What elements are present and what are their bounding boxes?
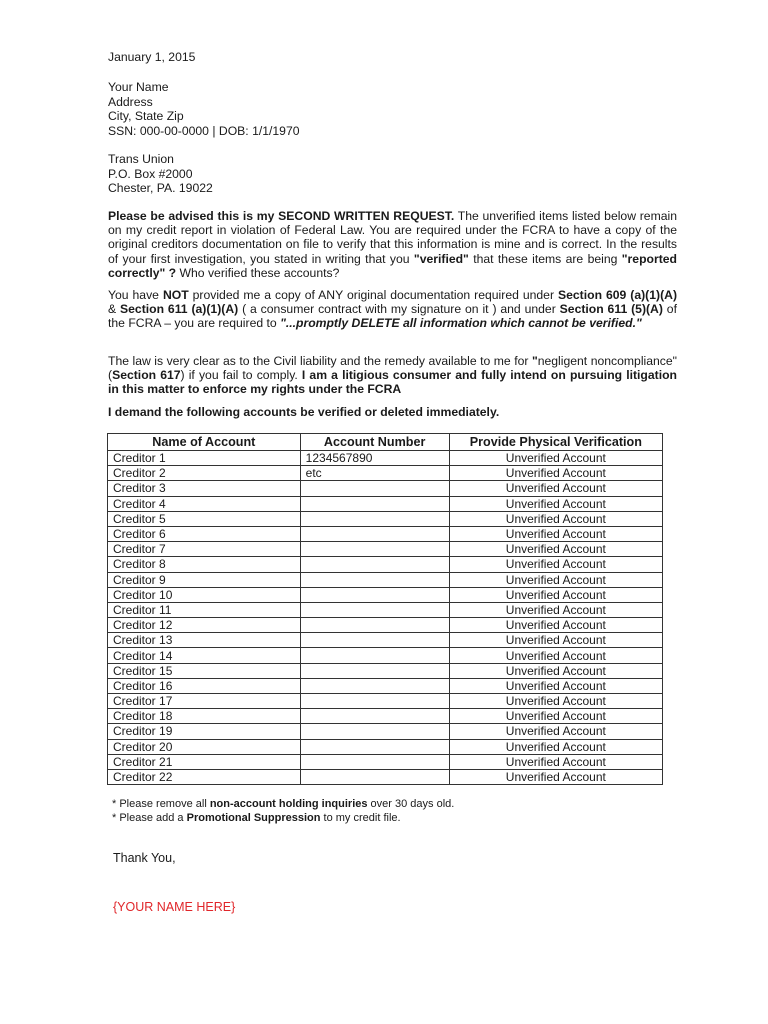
paragraph-text: ( a consumer contract with my signature on it ) and under	[238, 302, 560, 317]
table-row	[108, 709, 663, 724]
account-name-cell: Creditor 8	[108, 557, 301, 572]
account-number-cell	[300, 602, 449, 617]
delete-quote: "...promptly DELETE all information which cannot be verified."	[280, 316, 642, 331]
account-number-cell	[300, 648, 449, 663]
account-name-cell: Creditor 16	[108, 678, 301, 693]
account-name-cell: Creditor 12	[108, 618, 301, 633]
account-name-cell: Creditor 21	[108, 754, 301, 769]
account-number-cell	[300, 663, 449, 678]
table-row	[108, 602, 663, 617]
account-number-cell	[300, 724, 449, 739]
note-text: * Please add a	[112, 812, 187, 824]
recipient-city: Chester, PA. 19022	[108, 181, 213, 196]
signature-placeholder: {YOUR NAME HERE}	[113, 900, 236, 914]
verification-cell: Unverified Account	[449, 542, 662, 557]
account-number-cell	[300, 618, 449, 633]
account-number-cell	[300, 526, 449, 541]
table-row	[108, 618, 663, 633]
table-row	[108, 663, 663, 678]
quote-mark: "	[531, 354, 538, 368]
not-emphasis: NOT	[162, 288, 189, 302]
account-name-cell: Creditor 2	[108, 466, 301, 481]
sender-city: City, State Zip	[108, 109, 184, 124]
account-name-cell: Creditor 10	[108, 587, 301, 602]
account-number-cell	[300, 572, 449, 587]
paragraph-text: provided me a copy of ANY original documentation required under	[188, 288, 558, 302]
account-number-cell	[300, 557, 449, 572]
verification-cell: Unverified Account	[449, 496, 662, 511]
verification-cell: Unverified Account	[449, 618, 662, 633]
account-name-cell: Creditor 1	[108, 451, 301, 466]
account-name-cell: Creditor 13	[108, 633, 301, 648]
sender-address	[108, 80, 678, 138]
verification-cell: Unverified Account	[449, 587, 662, 602]
verification-cell: Unverified Account	[449, 572, 662, 587]
recipient-address	[108, 152, 678, 196]
note-emphasis: non-account holding inquiries	[209, 798, 368, 810]
table-row	[108, 694, 663, 709]
accounts-table-body	[108, 451, 663, 785]
closing: Thank You,	[113, 851, 176, 865]
account-number-cell	[300, 496, 449, 511]
account-number-cell	[300, 587, 449, 602]
table-row	[108, 496, 663, 511]
account-number-cell	[300, 709, 449, 724]
table-row	[108, 633, 663, 648]
paragraph-request	[108, 209, 677, 280]
account-name-cell: Creditor 3	[108, 481, 301, 496]
account-name-cell: Creditor 15	[108, 663, 301, 678]
table-row	[108, 678, 663, 693]
account-name-cell: Creditor 4	[108, 496, 301, 511]
account-number-cell	[300, 739, 449, 754]
note-suppression	[112, 811, 454, 825]
verification-cell: Unverified Account	[449, 709, 662, 724]
paragraph-liability	[108, 354, 677, 397]
paragraph-text: negligent noncompliance" (	[108, 354, 677, 383]
table-row	[108, 648, 663, 663]
verified-emphasis: "verified"	[413, 251, 469, 266]
verification-cell: Unverified Account	[449, 526, 662, 541]
note-text: to my credit file.	[320, 812, 401, 824]
table-row	[108, 526, 663, 541]
table-row	[108, 511, 663, 526]
verification-cell: Unverified Account	[449, 451, 662, 466]
account-name-cell: Creditor 7	[108, 542, 301, 557]
table-row	[108, 557, 663, 572]
account-name-cell: Creditor 17	[108, 694, 301, 709]
account-number-cell	[300, 754, 449, 769]
letter-date	[108, 50, 678, 65]
account-name-cell: Creditor 20	[108, 739, 301, 754]
verification-cell: Unverified Account	[449, 694, 662, 709]
paragraph-documentation	[108, 288, 677, 331]
table-header-row	[108, 434, 663, 451]
account-name-cell: Creditor 11	[108, 602, 301, 617]
verification-cell: Unverified Account	[449, 678, 662, 693]
verification-cell: Unverified Account	[449, 739, 662, 754]
table-row	[108, 724, 663, 739]
table-row	[108, 451, 663, 466]
account-name-cell: Creditor 9	[108, 572, 301, 587]
verification-cell: Unverified Account	[449, 754, 662, 769]
demand-line	[108, 405, 677, 419]
header-verification: Provide Physical Verification	[449, 434, 662, 451]
verification-cell: Unverified Account	[449, 724, 662, 739]
paragraph-text: Who verified these accounts?	[176, 265, 340, 280]
section-611-ref: Section 611 (a)(1)(A)	[120, 302, 239, 317]
table-row	[108, 754, 663, 769]
table-row	[108, 466, 663, 481]
sender-ids: SSN: 000-00-0000 | DOB: 1/1/1970	[108, 123, 300, 138]
section-609-ref: Section 609 (a)(1)(A)	[558, 288, 677, 302]
account-number-cell: etc	[300, 466, 449, 481]
verification-cell: Unverified Account	[449, 633, 662, 648]
account-name-cell: Creditor 18	[108, 709, 301, 724]
sender-street: Address	[108, 94, 153, 109]
demand-text: I demand the following accounts be verified or deleted immediately.	[108, 405, 500, 419]
verification-cell: Unverified Account	[449, 648, 662, 663]
sender-name: Your Name	[108, 80, 169, 94]
paragraph-text: You have	[108, 288, 163, 302]
verification-cell: Unverified Account	[449, 466, 662, 481]
account-name-cell: Creditor 19	[108, 724, 301, 739]
verification-cell: Unverified Account	[449, 602, 662, 617]
account-name-cell: Creditor 14	[108, 648, 301, 663]
table-row	[108, 769, 663, 784]
verification-cell: Unverified Account	[449, 769, 662, 784]
account-name-cell: Creditor 6	[108, 526, 301, 541]
account-name-cell: Creditor 22	[108, 769, 301, 784]
table-row	[108, 739, 663, 754]
header-name-of-account: Name of Account	[108, 434, 301, 451]
accounts-table	[107, 433, 663, 785]
section-611-5-ref: Section 611 (5)(A)	[559, 302, 663, 317]
verification-cell: Unverified Account	[449, 481, 662, 496]
paragraph-text: The unverified items listed below remain on my credit report in violation of Federal Law. You are required under the FCRA to have a copy of the original creditors documentation on file to verify that this information is mine and is correct. In the results of your first investigation, you stated in writing that you	[108, 209, 678, 266]
account-number-cell	[300, 481, 449, 496]
table-row	[108, 542, 663, 557]
note-text: * Please remove all	[112, 798, 210, 810]
table-row	[108, 481, 663, 496]
verification-cell: Unverified Account	[449, 511, 662, 526]
header-account-number: Account Number	[300, 434, 449, 451]
verification-cell: Unverified Account	[449, 663, 662, 678]
account-number-cell	[300, 769, 449, 784]
account-number-cell: 1234567890	[300, 451, 449, 466]
notes	[112, 797, 454, 825]
note-inquiries	[112, 797, 454, 811]
date-text: January 1, 2015	[108, 50, 196, 64]
section-617-ref: Section 617	[112, 368, 181, 383]
account-number-cell	[300, 542, 449, 557]
reported-emphasis: "reported correctly" ?	[108, 251, 677, 280]
paragraph-text: of the FCRA – you are required to	[108, 302, 677, 331]
table-row	[108, 572, 663, 587]
account-number-cell	[300, 633, 449, 648]
account-number-cell	[300, 694, 449, 709]
verification-cell: Unverified Account	[449, 557, 662, 572]
account-number-cell	[300, 511, 449, 526]
recipient-box: P.O. Box #2000	[108, 166, 193, 181]
paragraph-text: The law is very clear as to the Civil liability and the remedy available to me for	[108, 354, 532, 368]
request-heading: Please be advised this is my SECOND WRITTEN REQUEST.	[108, 209, 455, 223]
paragraph-text: ) if you fail to comply.	[180, 368, 302, 383]
litigation-statement: I am a litigious consumer and fully intend on pursuing litigation in this matter to enforce my rights under the FCRA	[108, 368, 677, 397]
paragraph-text: that these items are being	[468, 251, 622, 266]
account-number-cell	[300, 678, 449, 693]
account-name-cell: Creditor 5	[108, 511, 301, 526]
table-row	[108, 587, 663, 602]
note-emphasis: Promotional Suppression	[186, 812, 321, 824]
note-text: over 30 days old.	[367, 798, 455, 810]
paragraph-text: &	[108, 302, 121, 317]
recipient-name: Trans Union	[108, 152, 174, 166]
